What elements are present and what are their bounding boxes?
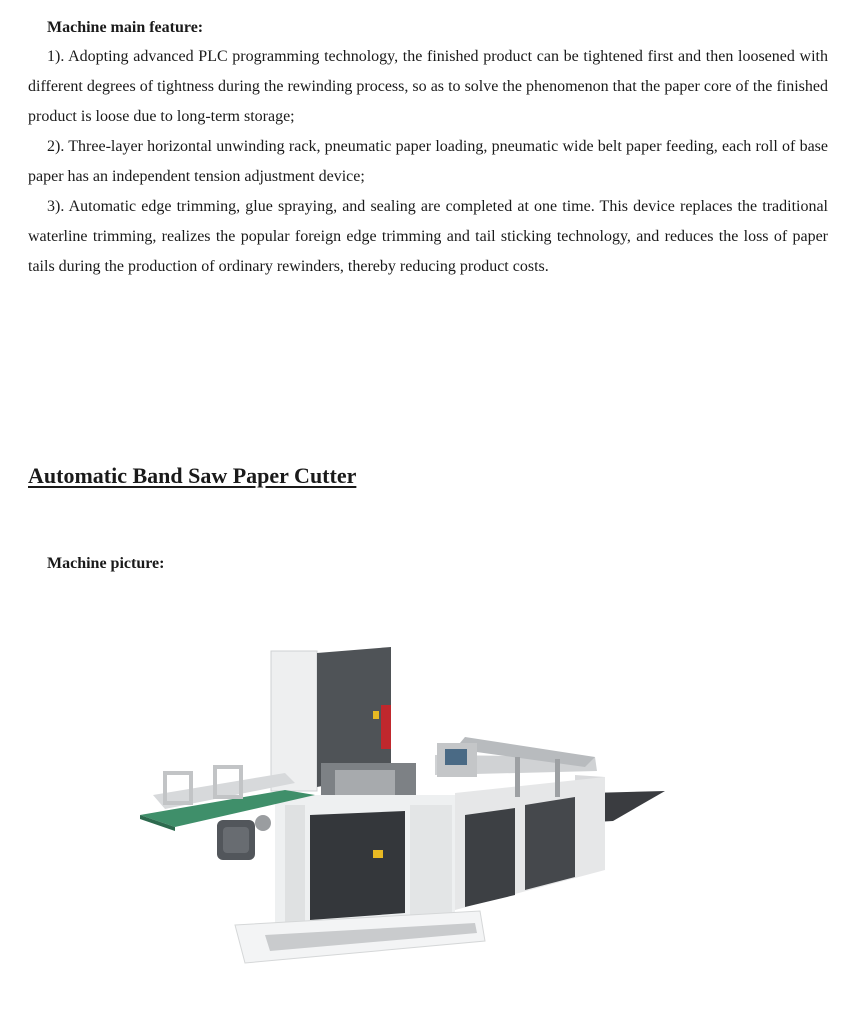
features-label: Machine main feature: [47,19,204,36]
emergency-stop [381,705,391,749]
feature-item-1: 1). Adopting advanced PLC programming technology, the finished product can be tightened first and then loosened with different degrees of tightness during the rewinding process, so as to solve the phenomenon that the paper core of the finished product is loose due to long-term storage; [28,48,828,125]
right-cabinet-window [465,808,515,907]
picture-label: Machine picture: [47,555,165,572]
right-cabinet-window-2 [525,797,575,890]
control-screen [445,749,467,765]
band-saw-tower [271,651,317,791]
main-base-window [310,811,405,920]
product-title: Automatic Band Saw Paper Cutter [28,463,357,488]
band-saw-machine-image [135,645,665,1000]
feature-item-2: 2). Three-layer horizontal unwinding rack, pneumatic paper loading, pneumatic wide belt paper feeding, each roll of base paper has an independent tension adjustment device; [28,138,828,185]
feature-item-3: 3). Automatic edge trimming, glue spraying, and sealing are completed at one time. This device replaces the traditional waterline trimming, realizes the popular foreign edge trimming and tail sticking technology, and reduces the loss of paper tails during the production of ordinary rewinders, thereby reducing product costs. [28,198,828,275]
